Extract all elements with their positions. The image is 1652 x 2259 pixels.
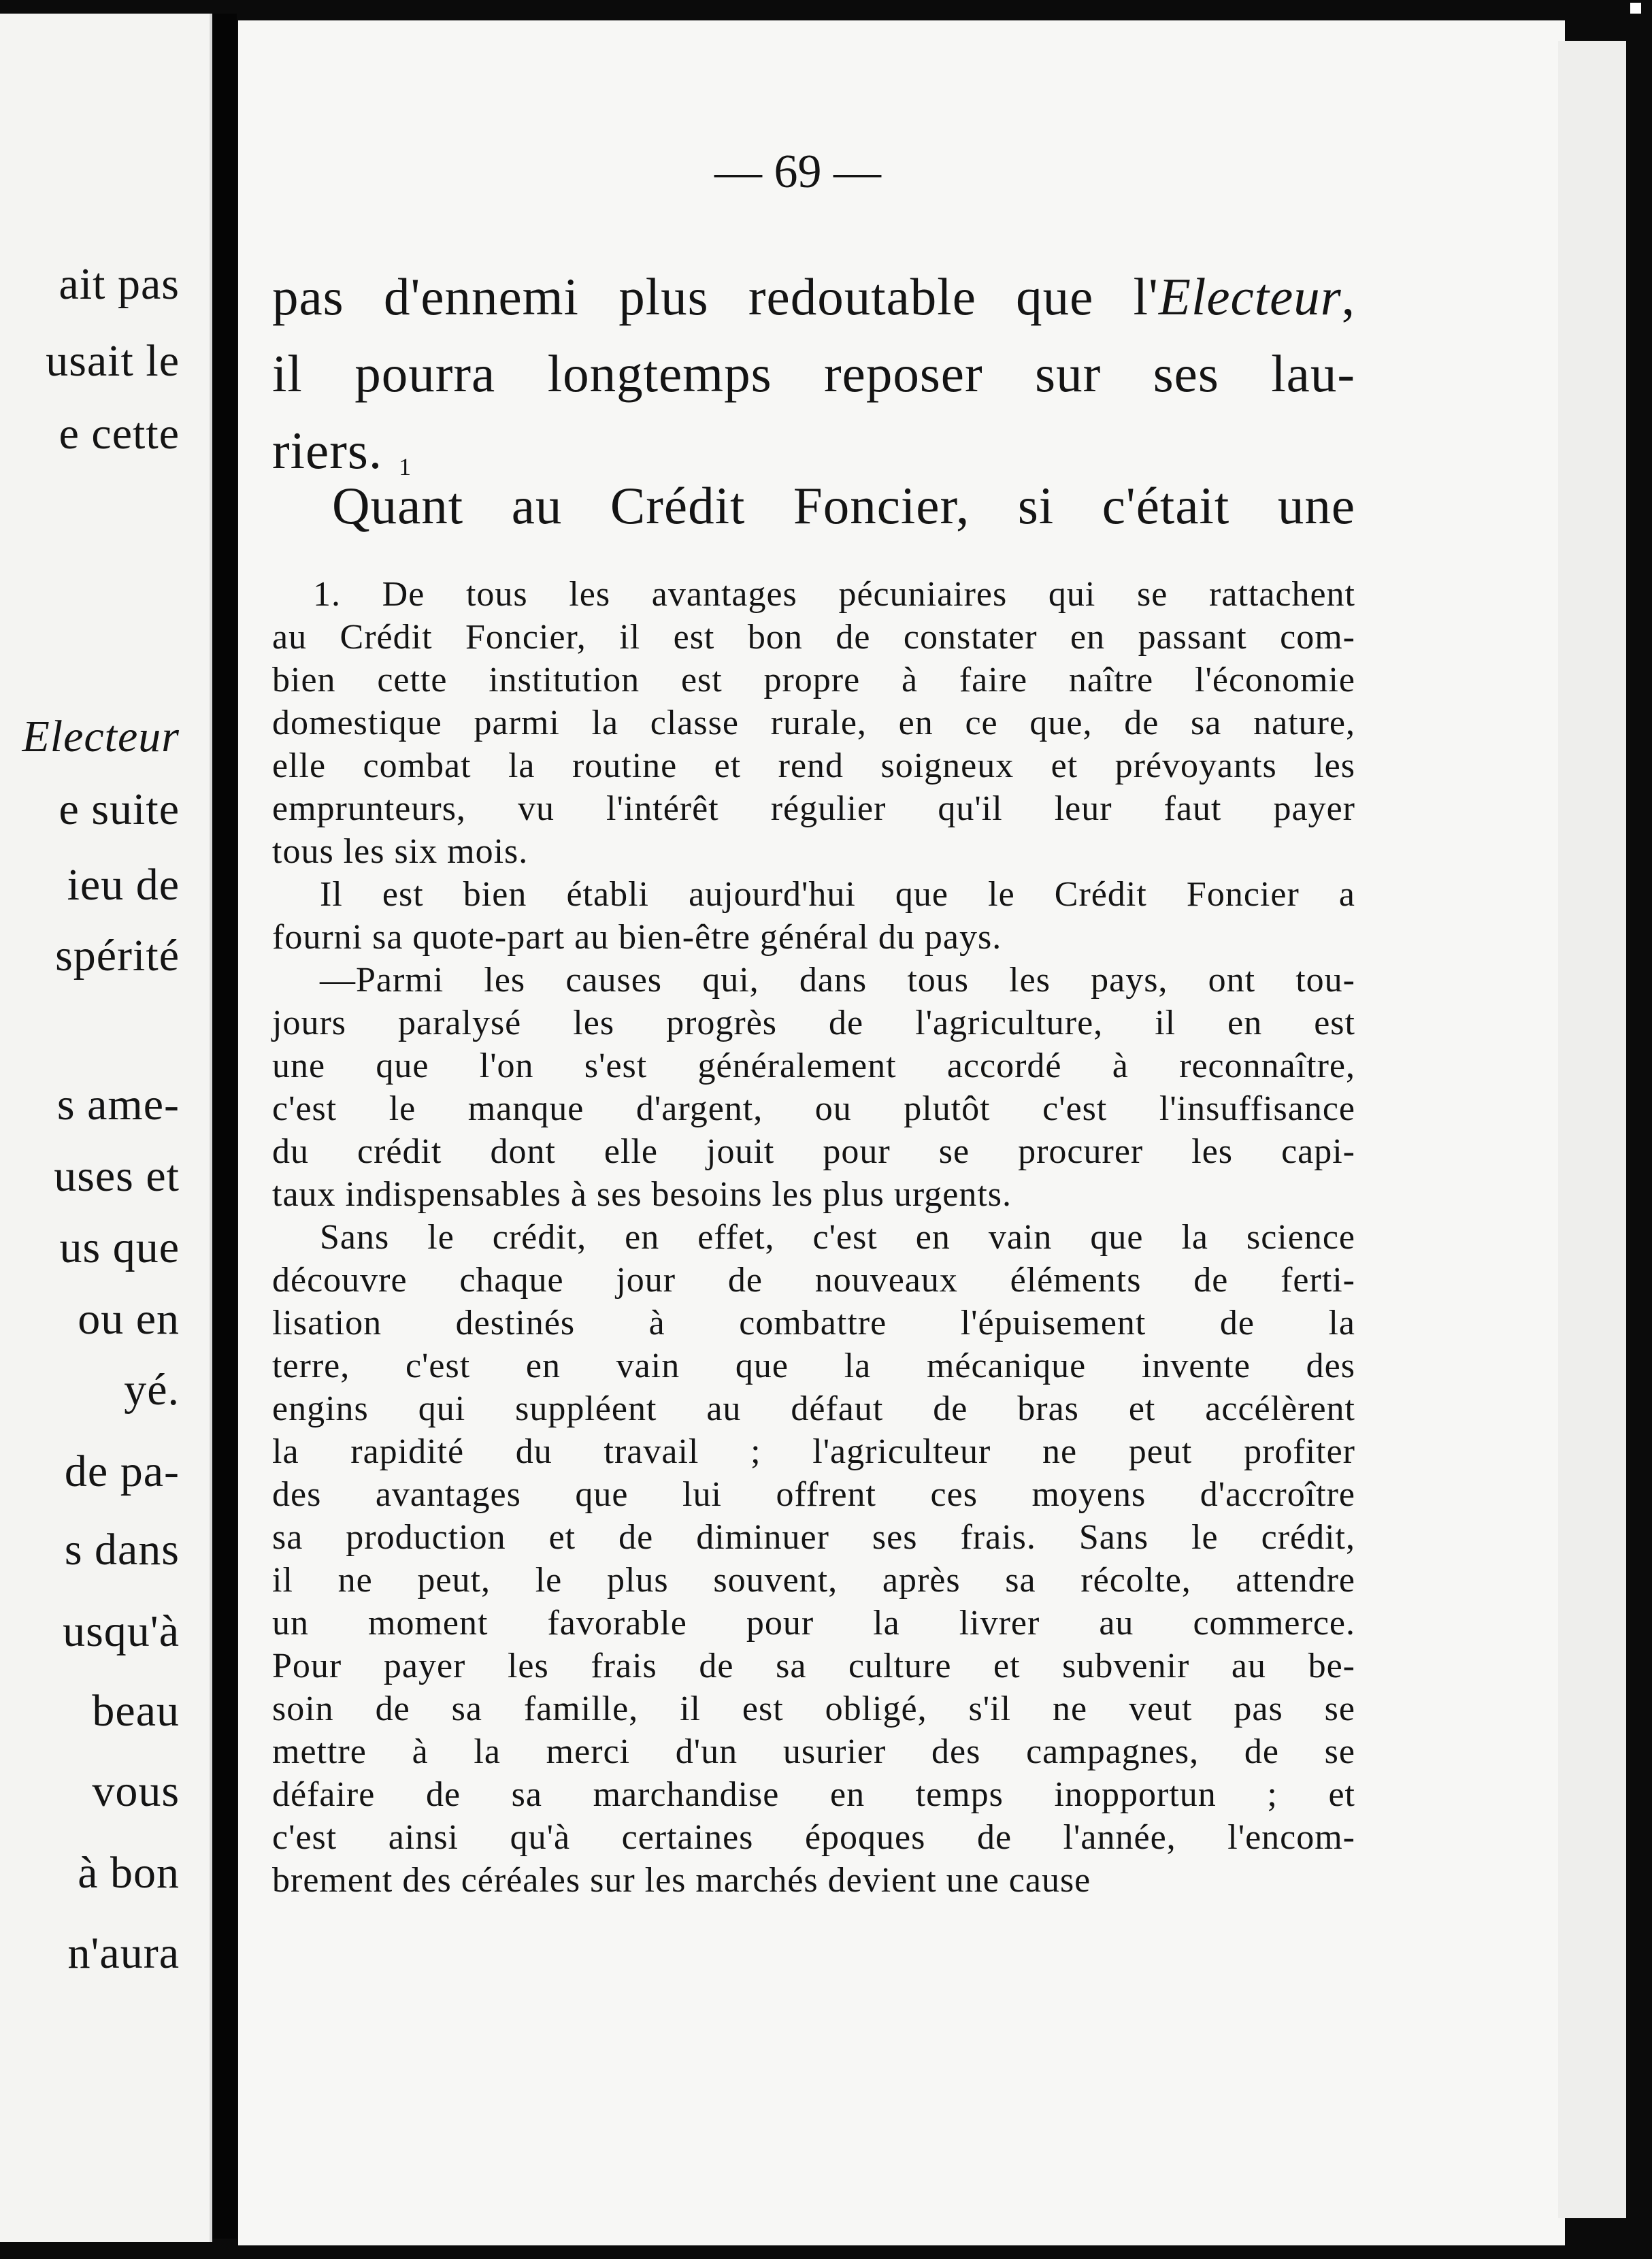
left-page-line: uses et bbox=[54, 1151, 180, 1201]
footnote-line: elle combat la routine et rend soigneux et prévoyants les bbox=[272, 746, 1355, 785]
left-page-line: à bon bbox=[78, 1848, 180, 1898]
left-page-line: spérité bbox=[55, 931, 180, 980]
footnote-line: —Parmi les causes qui, dans tous les pays, ont tou- bbox=[320, 961, 1355, 1000]
footnote-line: du crédit dont elle jouit pour se procurer les capi- bbox=[272, 1132, 1355, 1171]
footnote-line: domestique parmi la classe rurale, en ce que, de sa nature, bbox=[272, 704, 1355, 742]
footnote-line: au Crédit Foncier, il est bon de constater en passant com- bbox=[272, 618, 1355, 657]
body-line: il pourra longtemps reposer sur ses lau- bbox=[272, 344, 1355, 403]
left-facing-page bbox=[0, 14, 212, 2242]
left-page-line: beau bbox=[92, 1686, 180, 1736]
page-number: — 69 — bbox=[714, 146, 881, 198]
footnote-line: taux indispensables à ses besoins les plus urgents. bbox=[272, 1175, 1012, 1214]
footnote-line: 1. De tous les avantages pécuniaires qui se rattachent bbox=[313, 575, 1355, 614]
left-page-line: vous bbox=[92, 1766, 180, 1816]
body-line bbox=[272, 259, 1355, 335]
footnote-line: sa production et de diminuer ses frais. Sans le crédit, bbox=[272, 1518, 1355, 1557]
body-text bbox=[272, 259, 1355, 506]
page-edge-shadow bbox=[1558, 41, 1626, 2218]
footnote-line: la rapidité du travail ; l'agriculteur ne peut profiter bbox=[272, 1432, 1355, 1471]
left-page-line: e cette bbox=[59, 409, 180, 459]
footnote-line: tous les six mois. bbox=[272, 832, 529, 871]
footnote-line: soin de sa famille, il est obligé, s'il ne veut pas se bbox=[272, 1689, 1355, 1728]
footnote-line: Pour payer les frais de sa culture et subvenir au be- bbox=[272, 1647, 1355, 1685]
footnote-line: c'est le manque d'argent, ou plutôt c'est l'insuffisance bbox=[272, 1089, 1355, 1128]
footnote-line: Sans le crédit, en effet, c'est en vain que la science bbox=[320, 1218, 1355, 1257]
left-page-line: usait le bbox=[46, 336, 180, 386]
footnote-line: Il est bien établi aujourd'hui que le Crédit Foncier a bbox=[320, 875, 1355, 914]
footnote-line: bien cette institution est propre à faire naître l'économie bbox=[272, 661, 1355, 699]
left-page-line: ieu de bbox=[67, 860, 180, 910]
left-page-line: ou en bbox=[78, 1294, 180, 1344]
left-page-line: s dans bbox=[64, 1525, 180, 1574]
book-spine bbox=[212, 14, 237, 2239]
left-page-line: de pa- bbox=[64, 1447, 180, 1496]
left-page-line: n'aura bbox=[67, 1928, 180, 1978]
scan-corner-mark bbox=[1630, 3, 1641, 14]
scan-frame-right bbox=[1626, 20, 1652, 2252]
footnote-line: fourni sa quote-part au bien-être général du pays. bbox=[272, 918, 1002, 957]
body-line-punct: , bbox=[1341, 267, 1355, 326]
left-page-line: usqu'à bbox=[63, 1606, 180, 1656]
footnote-line: il ne peut, le plus souvent, après sa récolte, attendre bbox=[272, 1561, 1355, 1600]
footnote-line: lisation destinés à combattre l'épuisement de la bbox=[272, 1304, 1355, 1342]
footnote-line: défaire de sa marchandise en temps inopportun ; et bbox=[272, 1775, 1355, 1814]
footnote-reference: 1 bbox=[399, 453, 412, 480]
left-page-line: yé. bbox=[124, 1365, 180, 1415]
left-page-line: s ame- bbox=[56, 1080, 180, 1130]
footnote-line: jours paralysé les progrès de l'agriculture, il en est bbox=[272, 1004, 1355, 1042]
footnote-line: engins qui suppléent au défaut de bras et accélèrent bbox=[272, 1389, 1355, 1428]
italic-word: Electeur bbox=[1158, 267, 1342, 326]
scan-frame-top bbox=[238, 0, 1652, 20]
left-page-line: us que bbox=[59, 1223, 180, 1272]
footnote-line: un moment favorable pour la livrer au commerce. bbox=[272, 1604, 1355, 1643]
footnote-block bbox=[272, 573, 1355, 1902]
footnote-line: emprunteurs, vu l'intérêt régulier qu'il leur faut payer bbox=[272, 789, 1355, 828]
left-page-line: ait pas bbox=[59, 259, 180, 309]
left-page-line: e suite bbox=[59, 785, 180, 834]
footnote-line: mettre à la merci d'un usurier des campagnes, de se bbox=[272, 1732, 1355, 1771]
body-line-quant: Quant au Crédit Foncier, si c'était une bbox=[332, 476, 1355, 535]
footnote-line: terre, c'est en vain que la mécanique invente des bbox=[272, 1347, 1355, 1385]
left-page-line: Electeur bbox=[22, 712, 180, 761]
footnote-line: des avantages que lui offrent ces moyens d'accroître bbox=[272, 1475, 1355, 1514]
body-line-text: pas d'ennemi plus redoutable que l' bbox=[272, 267, 1159, 326]
footnote-line: c'est ainsi qu'à certaines époques de l'année, l'encom- bbox=[272, 1818, 1355, 1857]
footnote-line: brement des céréales sur les marchés devient une cause bbox=[272, 1861, 1091, 1900]
body-line-text: riers. bbox=[272, 421, 383, 480]
footnote-line: une que l'on s'est généralement accordé à reconnaître, bbox=[272, 1046, 1355, 1085]
footnote-line: découvre chaque jour de nouveaux éléments de ferti- bbox=[272, 1261, 1355, 1300]
